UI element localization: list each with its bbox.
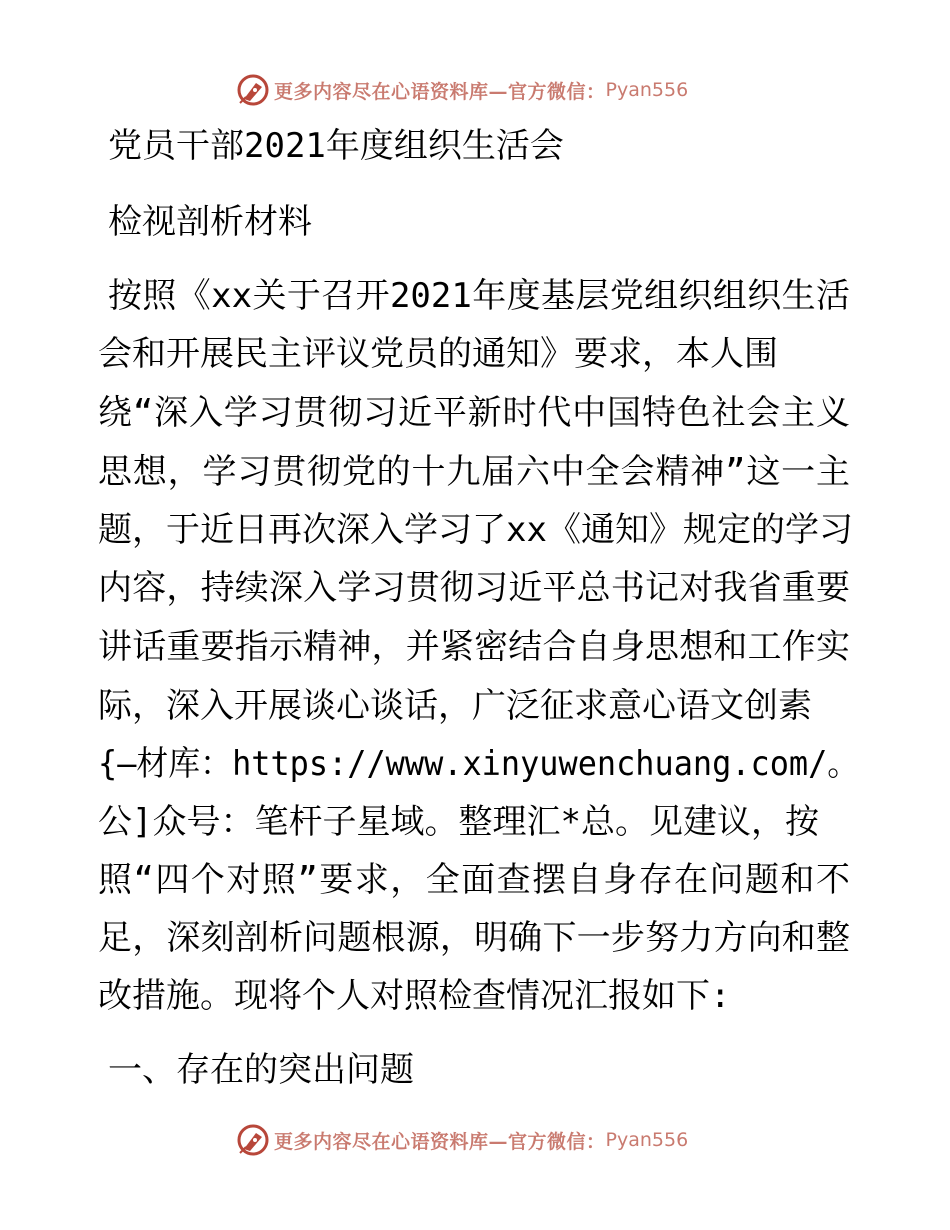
footer-banner — [236, 1122, 688, 1158]
body-line: 公]众号：笔杆子星域。整理汇*总。见建议，按 — [98, 802, 819, 842]
body-line: 足，深刻剖析问题根源，明确下一步努力方向和整 — [98, 918, 850, 958]
pen-nib-logo-icon — [236, 1123, 270, 1157]
body-line: {—材库：https://www.xinyuwenchuang.com/。 — [98, 744, 860, 784]
section-heading: 一、存在的突出问题 — [108, 1050, 414, 1090]
body-line: 会和开展民主评议党员的通知》要求，本人围 — [98, 334, 778, 374]
body-line: 改措施。现将个人对照检查情况汇报如下: — [98, 976, 731, 1016]
body-line: 按照《xx关于召开2021年度基层党组织组织生活 — [108, 276, 850, 316]
document-title: 党员干部2021年度组织生活会 — [108, 126, 564, 166]
body-line: 讲话重要指示精神，并紧密结合自身思想和工作实 — [98, 627, 850, 667]
header-banner — [236, 72, 688, 108]
pen-nib-logo-icon — [236, 73, 270, 107]
banner-wechat-id: Pyan556 — [605, 1129, 689, 1151]
body-line: 题，于近日再次深入学习了xx《通知》规定的学习 — [98, 510, 853, 550]
banner-slogan: 更多内容尽在心语资料库—官方微信： — [274, 80, 606, 103]
document-subtitle: 检视剖析材料 — [108, 202, 312, 242]
body-line: 思想，学习贯彻党的十九届六中全会精神”这一主 — [98, 452, 850, 492]
banner-slogan: 更多内容尽在心语资料库—官方微信： — [274, 1130, 606, 1153]
body-line: 际，深入开展谈心谈话，广泛征求意心语文创素 — [98, 686, 812, 726]
body-line: 内容，持续深入学习贯彻习近平总书记对我省重要 — [98, 568, 850, 608]
body-line: 照“四个对照”要求，全面查摆自身存在问题和不 — [98, 860, 850, 900]
banner-wechat-id: Pyan556 — [605, 79, 689, 101]
body-line: 绕“深入学习贯彻习近平新时代中国特色社会主义 — [98, 393, 850, 433]
